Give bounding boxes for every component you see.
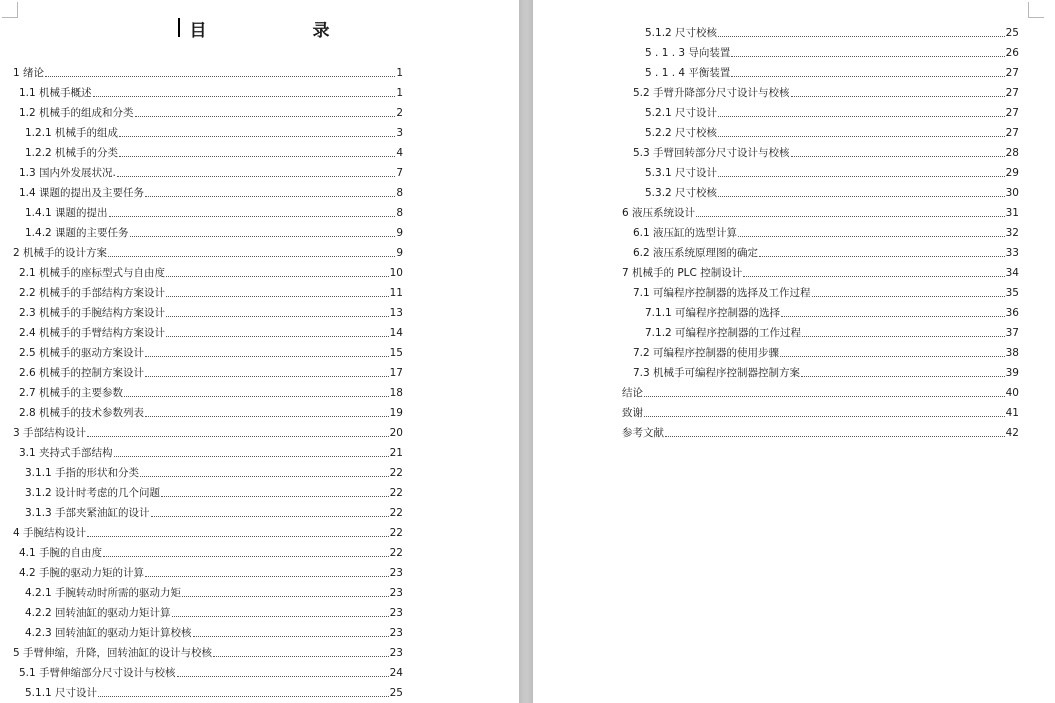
toc-entry[interactable] xyxy=(19,400,403,420)
dot-leader xyxy=(193,636,389,637)
toc-entry[interactable] xyxy=(19,280,403,300)
toc-entry-label: 7.2 可编程序控制器的使用步骤 xyxy=(633,347,780,359)
dot-leader xyxy=(87,436,389,437)
toc-page-number: 17 xyxy=(389,367,403,379)
toc-page-number: 28 xyxy=(1005,147,1019,159)
toc-entry[interactable] xyxy=(19,540,403,560)
dot-leader xyxy=(108,256,395,257)
toc-entry[interactable] xyxy=(19,80,403,100)
toc-page-number: 22 xyxy=(389,547,403,559)
toc-entry-label: 7.3 机械手可编程序控制器控制方案 xyxy=(633,367,801,379)
dot-leader xyxy=(140,476,389,477)
toc-entry-label: 5.2.1 尺寸设计 xyxy=(645,107,718,119)
dot-leader xyxy=(151,516,389,517)
toc-entry-label: 2.2 机械手的手部结构方案设计 xyxy=(19,287,166,299)
toc-page-number: 32 xyxy=(1005,227,1019,239)
toc-page-number: 1 xyxy=(396,67,403,79)
toc-entry[interactable] xyxy=(25,580,403,600)
document-page-left xyxy=(0,0,519,703)
toc-page-number: 34 xyxy=(1005,267,1019,279)
toc-entry[interactable] xyxy=(645,60,1019,80)
toc-entry[interactable] xyxy=(622,380,1019,400)
toc-entry-label: 5.3 手臂回转部分尺寸设计与校核 xyxy=(633,147,790,159)
toc-entry-label: 参考文献 xyxy=(622,427,664,439)
toc-entry-label: 7.1.1 可编程序控制器的选择 xyxy=(645,307,781,319)
toc-page-number: 23 xyxy=(389,567,403,579)
toc-entry-label: 2.6 机械手的控制方案设计 xyxy=(19,367,145,379)
toc-page-number: 39 xyxy=(1005,367,1019,379)
toc-entry-label: 1.2 机械手的组成和分类 xyxy=(19,107,134,119)
toc-entry[interactable] xyxy=(19,440,403,460)
dot-leader xyxy=(145,376,389,377)
toc-entry[interactable] xyxy=(622,400,1019,420)
toc-page-number: 36 xyxy=(1005,307,1019,319)
dot-leader xyxy=(145,196,395,197)
dot-leader xyxy=(166,316,389,317)
toc-entry-label: 5.1.1 尺寸设计 xyxy=(25,687,98,699)
dot-leader xyxy=(781,316,1005,317)
dot-leader xyxy=(644,416,1005,417)
toc-entry[interactable] xyxy=(19,340,403,360)
dot-leader xyxy=(103,556,389,557)
dot-leader xyxy=(759,256,1005,257)
toc-entry-label: 1 绪论 xyxy=(13,67,45,79)
toc-page-number: 27 xyxy=(1005,87,1019,99)
toc-entry[interactable] xyxy=(633,220,1019,240)
toc-entry[interactable] xyxy=(13,60,403,80)
dot-leader xyxy=(117,176,395,177)
toc-entry-label: 3 手部结构设计 xyxy=(13,427,87,439)
toc-entry-label: 5.1.2 尺寸校核 xyxy=(645,27,718,39)
dot-leader xyxy=(166,276,389,277)
toc-page-number: 8 xyxy=(396,187,403,199)
toc-page-number: 31 xyxy=(1005,207,1019,219)
dot-leader xyxy=(172,616,389,617)
toc-entry[interactable] xyxy=(19,260,403,280)
dot-leader xyxy=(45,76,395,77)
dot-leader xyxy=(93,96,396,97)
toc-entry[interactable] xyxy=(13,420,403,440)
dot-leader xyxy=(718,176,1005,177)
toc-entry-label: 致谢 xyxy=(622,407,643,419)
toc-page-number: 22 xyxy=(389,487,403,499)
toc-entry[interactable] xyxy=(633,340,1019,360)
toc-entry[interactable] xyxy=(19,180,403,200)
toc-page-number: 22 xyxy=(389,467,403,479)
dot-leader xyxy=(644,396,1005,397)
toc-entry[interactable] xyxy=(645,40,1019,60)
toc-entry-label: 2.5 机械手的驱动方案设计 xyxy=(19,347,145,359)
toc-entry-label: 3.1.3 手部夹紧油缸的设计 xyxy=(25,507,150,519)
toc-entry[interactable] xyxy=(633,280,1019,300)
toc-entry[interactable] xyxy=(25,460,403,480)
toc-entry[interactable] xyxy=(19,100,403,120)
toc-page-number: 37 xyxy=(1005,327,1019,339)
dot-leader xyxy=(119,156,395,157)
toc-page-number: 10 xyxy=(389,267,403,279)
toc-entry-label: 结论 xyxy=(622,387,643,399)
toc-page-number: 40 xyxy=(1005,387,1019,399)
dot-leader xyxy=(166,336,389,337)
toc-entry-label: 3.1.1 手指的形状和分类 xyxy=(25,467,140,479)
dot-leader xyxy=(213,656,389,657)
toc-entry[interactable] xyxy=(645,300,1019,320)
toc-page-number: 22 xyxy=(389,527,403,539)
toc-entry[interactable] xyxy=(25,220,403,240)
toc-entry[interactable] xyxy=(633,240,1019,260)
dot-leader xyxy=(718,196,1005,197)
dot-leader xyxy=(124,396,389,397)
toc-entry[interactable] xyxy=(25,200,403,220)
toc-page-number: 11 xyxy=(389,287,403,299)
toc-page-number: 24 xyxy=(389,667,403,679)
dot-leader xyxy=(114,456,389,457)
toc-entry[interactable] xyxy=(633,140,1019,160)
toc-entry[interactable] xyxy=(13,520,403,540)
toc-entry[interactable] xyxy=(13,240,403,260)
dot-leader xyxy=(780,356,1005,357)
toc-page-number: 2 xyxy=(396,107,403,119)
toc-page-number: 25 xyxy=(389,687,403,699)
dot-leader xyxy=(182,596,389,597)
toc-entry-label: 1.3 国内外发展状况. xyxy=(19,167,116,179)
toc-page-number: 42 xyxy=(1005,427,1019,439)
toc-page-number: 14 xyxy=(389,327,403,339)
dot-leader xyxy=(731,56,1004,57)
document-page-right xyxy=(533,0,1055,703)
toc-entry-label: 4.2.1 手腕转动时所需的驱动力矩 xyxy=(25,587,182,599)
toc-entry-label: 2.1 机械手的座标型式与自由度 xyxy=(19,267,166,279)
toc-entry-label: 7.1.2 可编程序控制器的工作过程 xyxy=(645,327,802,339)
toc-entry[interactable] xyxy=(19,300,403,320)
toc-entry-label: 4.2.3 回转油缸的驱动力矩计算校核 xyxy=(25,627,192,639)
dot-leader xyxy=(718,36,1005,37)
toc-entry-label: 4.2.2 回转油缸的驱动力矩计算 xyxy=(25,607,171,619)
toc-entry-label: 2.3 机械手的手腕结构方案设计 xyxy=(19,307,166,319)
toc-page-number: 21 xyxy=(389,447,403,459)
dot-leader xyxy=(665,436,1005,437)
toc-page-number: 7 xyxy=(396,167,403,179)
toc-entry-label: 5 手臂伸缩，升降，回转油缸的设计与校核 xyxy=(13,647,213,659)
toc-entry-label: 2.4 机械手的手臂结构方案设计 xyxy=(19,327,166,339)
toc-entry-label: 1.4.1 课题的提出 xyxy=(25,207,108,219)
toc-entry[interactable] xyxy=(645,180,1019,200)
toc-page-number: 27 xyxy=(1005,67,1019,79)
dot-leader xyxy=(130,236,396,237)
toc-entry-label: 2.7 机械手的主要参数 xyxy=(19,387,124,399)
dot-leader xyxy=(743,276,1004,277)
toc-entry[interactable] xyxy=(19,360,403,380)
toc-entry[interactable] xyxy=(25,140,403,160)
dot-leader xyxy=(145,356,389,357)
toc-page-number: 23 xyxy=(389,607,403,619)
toc-entry-label: 2 机械手的设计方案 xyxy=(13,247,108,259)
toc-page-number: 9 xyxy=(396,247,403,259)
toc-entry[interactable] xyxy=(622,200,1019,220)
toc-entry-label: 4.2 手腕的驱动力矩的计算 xyxy=(19,567,145,579)
toc-entry[interactable] xyxy=(25,480,403,500)
toc-entry-label: 4.1 手腕的自由度 xyxy=(19,547,103,559)
toc-entry[interactable] xyxy=(622,420,1019,440)
toc-page-number: 41 xyxy=(1005,407,1019,419)
toc-page-number: 23 xyxy=(389,647,403,659)
toc-page-number: 18 xyxy=(389,387,403,399)
toc-page-number: 26 xyxy=(1005,47,1019,59)
toc-entry[interactable] xyxy=(645,20,1019,40)
toc-entry-label: 6.2 液压系统原理图的确定 xyxy=(633,247,759,259)
dot-leader xyxy=(135,116,396,117)
toc-entry-label: 6.1 液压缸的选型计算 xyxy=(633,227,738,239)
toc-entry[interactable] xyxy=(25,500,403,520)
toc-entry[interactable] xyxy=(19,160,403,180)
toc-entry-label: 1.1 机械手概述 xyxy=(19,87,92,99)
dot-leader xyxy=(812,296,1005,297)
toc-entry-label: 5 . 1 . 4 平衡装置 xyxy=(645,67,731,79)
dot-leader xyxy=(145,416,389,417)
toc-entry[interactable] xyxy=(645,120,1019,140)
dot-leader xyxy=(801,376,1005,377)
toc-page-number: 29 xyxy=(1005,167,1019,179)
toc-page-number: 25 xyxy=(1005,27,1019,39)
dot-leader xyxy=(696,216,1005,217)
dot-leader xyxy=(98,696,389,697)
toc-page-number: 20 xyxy=(389,427,403,439)
toc-entry-label: 7.1 可编程序控制器的选择及工作过程 xyxy=(633,287,811,299)
dot-leader xyxy=(791,96,1005,97)
toc-page-number: 4 xyxy=(396,147,403,159)
toc-page-number: 38 xyxy=(1005,347,1019,359)
toc-entry[interactable] xyxy=(622,260,1019,280)
toc-entry-label: 5.3.2 尺寸校核 xyxy=(645,187,718,199)
toc-page-number: 9 xyxy=(396,227,403,239)
toc-page-number: 3 xyxy=(396,127,403,139)
dot-leader xyxy=(718,136,1005,137)
toc-title: 目 录 xyxy=(189,21,380,41)
toc-entry-label: 5.2.2 尺寸校核 xyxy=(645,127,718,139)
dot-leader xyxy=(177,676,389,677)
dot-leader xyxy=(718,116,1005,117)
dot-leader xyxy=(802,336,1005,337)
toc-page-number: 33 xyxy=(1005,247,1019,259)
toc-entry[interactable] xyxy=(645,100,1019,120)
toc-entry-label: 5.2 手臂升降部分尺寸设计与校核 xyxy=(633,87,790,99)
toc-entry-label: 5.1 手臂伸缩部分尺寸设计与校核 xyxy=(19,667,176,679)
dot-leader xyxy=(791,156,1005,157)
toc-entry-label: 3.1 夹持式手部结构 xyxy=(19,447,113,459)
toc-entry[interactable] xyxy=(25,680,403,700)
dot-leader xyxy=(738,236,1005,237)
toc-page-number: 15 xyxy=(389,347,403,359)
toc-entry[interactable] xyxy=(633,360,1019,380)
dot-leader xyxy=(87,536,389,537)
toc-entry[interactable] xyxy=(13,640,403,660)
dot-leader xyxy=(145,576,389,577)
toc-entry[interactable] xyxy=(25,600,403,620)
toc-entry[interactable] xyxy=(19,660,403,680)
toc-entry-label: 2.8 机械手的技术参数列表 xyxy=(19,407,145,419)
toc-entry-label: 6 液压系统设计 xyxy=(622,207,696,219)
toc-entry-label: 3.1.2 设计时考虑的几个问题 xyxy=(25,487,161,499)
toc-entry[interactable] xyxy=(19,560,403,580)
toc-entry-label: 1.4.2 课题的主要任务 xyxy=(25,227,129,239)
toc-entry-label: 4 手腕结构设计 xyxy=(13,527,87,539)
toc-page-number: 30 xyxy=(1005,187,1019,199)
page-gutter xyxy=(519,0,533,703)
toc-entry[interactable] xyxy=(633,80,1019,100)
toc-page-number: 8 xyxy=(396,207,403,219)
dot-leader xyxy=(161,496,389,497)
toc-entry[interactable] xyxy=(645,160,1019,180)
toc-page-number: 22 xyxy=(389,507,403,519)
toc-entry[interactable] xyxy=(19,380,403,400)
toc-entry-label: 1.2.2 机械手的分类 xyxy=(25,147,119,159)
toc-page-number: 35 xyxy=(1005,287,1019,299)
toc-page-number: 13 xyxy=(389,307,403,319)
toc-page-number: 19 xyxy=(389,407,403,419)
toc-entry-label: 5.3.1 尺寸设计 xyxy=(645,167,718,179)
toc-page-number: 1 xyxy=(396,87,403,99)
toc-entry-label: 7 机械手的 PLC 控制设计 xyxy=(622,267,743,279)
dot-leader xyxy=(119,136,395,137)
toc-page-number: 23 xyxy=(389,587,403,599)
toc-entry-label: 1.2.1 机械手的组成 xyxy=(25,127,119,139)
toc-entry-label: 1.4 课题的提出及主要任务 xyxy=(19,187,145,199)
toc-entry[interactable] xyxy=(19,320,403,340)
toc-entry-label: 5 . 1 . 3 导向装置 xyxy=(645,47,731,59)
toc-entry[interactable] xyxy=(645,320,1019,340)
toc-entry[interactable] xyxy=(25,120,403,140)
toc-page-number: 27 xyxy=(1005,107,1019,119)
page-margin-mark xyxy=(1028,2,1044,18)
dot-leader xyxy=(731,76,1004,77)
toc-page-number: 27 xyxy=(1005,127,1019,139)
toc-entry[interactable] xyxy=(25,620,403,640)
dot-leader xyxy=(166,296,389,297)
dot-leader xyxy=(109,216,396,217)
toc-page-number: 23 xyxy=(389,627,403,639)
